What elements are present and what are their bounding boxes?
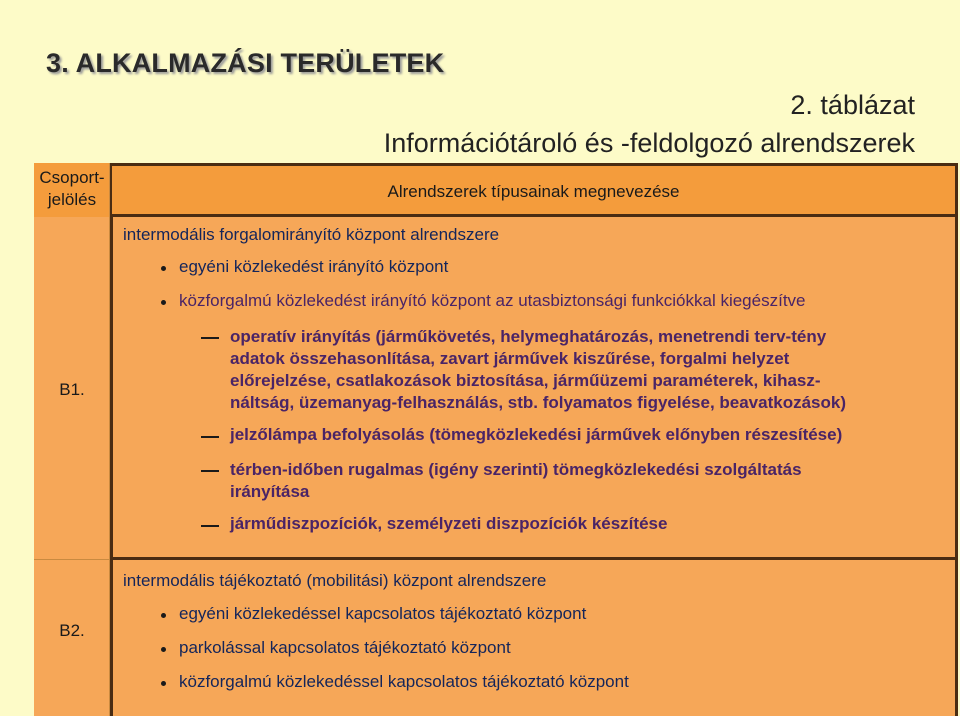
row-b1-content-cell bbox=[110, 217, 958, 560]
bullet-icon bbox=[161, 647, 166, 652]
header-group-label-2: jelölés bbox=[47, 190, 97, 209]
sub-item-line: irányítása bbox=[230, 482, 310, 501]
row-title: intermodális forgalomirányító központ alrendszere bbox=[123, 225, 500, 244]
sub-item-line: előrejelzése, csatlakozások biztosítása, járműüzemi paraméterek, kihasz- bbox=[230, 371, 821, 390]
bullet-icon bbox=[161, 266, 166, 271]
sub-item: járműdiszpozíciók, személyzeti diszpozíciók készítése bbox=[230, 514, 668, 533]
subsystems-table bbox=[34, 163, 959, 716]
table-title: Információtároló és -feldolgozó alrendszerek bbox=[383, 128, 915, 158]
header-types-label: Alrendszerek típusainak megnevezése bbox=[387, 182, 680, 201]
table-number: 2. táblázat bbox=[790, 90, 915, 120]
main-heading: 3. ALKALMAZÁSI TERÜLETEK bbox=[46, 48, 445, 78]
sub-item-block bbox=[230, 326, 846, 414]
list-item: egyéni közlekedéssel kapcsolatos tájékoztató központ bbox=[179, 604, 587, 623]
list-item: közforgalmú közlekedéssel kapcsolatos tájékoztató központ bbox=[179, 672, 629, 691]
list-item: közforgalmú közlekedést irányító központ az utasbiztonsági funkciókkal kiegészítve bbox=[179, 291, 806, 310]
sub-item: jelzőlámpa befolyásolás (tömegközlekedési járművek előnyben részesítése) bbox=[230, 425, 843, 444]
bullet-icon bbox=[161, 681, 166, 686]
list-item: egyéni közlekedést irányító központ bbox=[179, 257, 449, 276]
row-code: B2. bbox=[59, 621, 85, 640]
dash-icon bbox=[201, 337, 219, 339]
sub-item-line: náltság, üzemanyag-felhasználás, stb. folyamatos figyelése, beavatkozások) bbox=[230, 393, 847, 412]
dash-icon bbox=[201, 525, 219, 527]
row-b2-content-cell bbox=[110, 560, 958, 716]
header-group-cell bbox=[34, 163, 110, 217]
sub-item-line: térben-időben rugalmas (igény szerinti) tömegközlekedési szolgáltatás bbox=[230, 460, 802, 479]
sub-item-line: adatok összehasonlítása, zavart járművek kiszűrése, forgalmi helyzet bbox=[230, 349, 790, 368]
sub-item-line: operatív irányítás (járműkövetés, helymeghatározás, menetrendi terv-tény bbox=[230, 327, 827, 346]
header-types-cell bbox=[110, 163, 958, 217]
row-b1-code-cell bbox=[34, 217, 110, 560]
header-group-label-1: Csoport- bbox=[39, 168, 105, 187]
row-title: intermodális tájékoztató (mobilitási) központ alrendszere bbox=[123, 571, 547, 590]
row-code: B1. bbox=[59, 380, 85, 399]
bullet-icon bbox=[161, 613, 166, 618]
row-b2-code-cell bbox=[34, 560, 110, 716]
sub-item-block bbox=[230, 459, 802, 503]
dash-icon bbox=[201, 436, 219, 438]
bullet-icon bbox=[161, 300, 166, 305]
dash-icon bbox=[201, 470, 219, 472]
list-item: parkolással kapcsolatos tájékoztató központ bbox=[179, 638, 511, 657]
